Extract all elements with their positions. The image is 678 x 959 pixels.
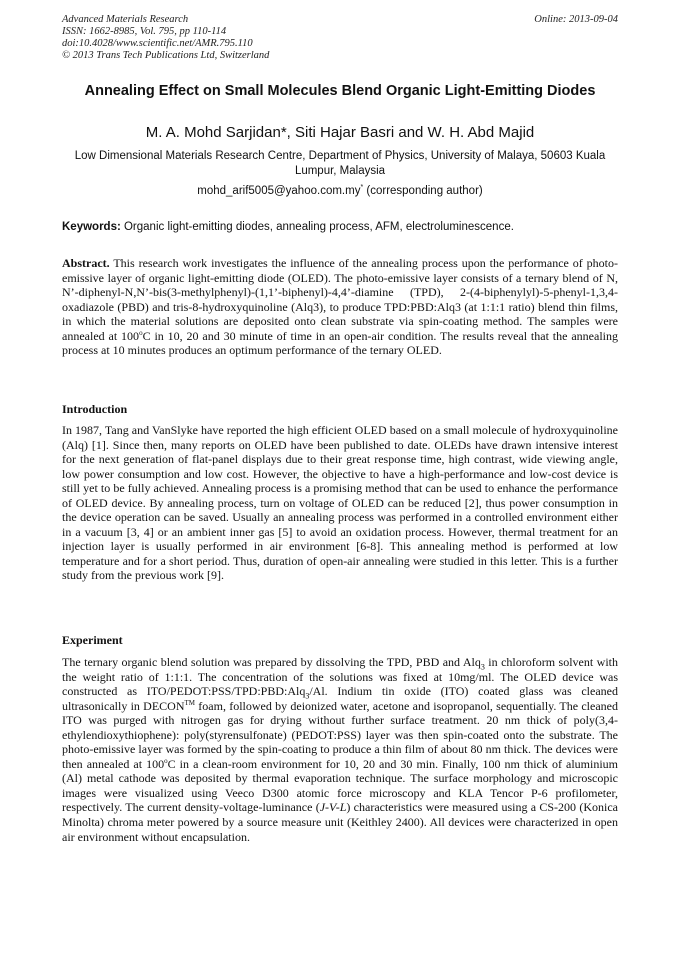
introduction-text: In 1987, Tang and VanSlyke have reported the high efficient OLED based on a small molecule of hydroxyquinoline (Alq) [1]. Since then, many reports on OLED have been published to date. OLEDs have drawn intensive interest for the next generation of flat-panel displays due to their great response time, high contrast, wide viewing angle, low power consumption and low cost. However, the objective to have a high-performance and low-cost device is still yet to be fully achieved. Annealing process is a promising method that can be used to enhance the performance of OLED device. By annealing process, turn on voltage of OLED can be reduced [2], thus power consumption in the device operation can be saved. Usually an annealing process was performed in a controlled environment either in a vacuum [3, 4] or an ambient inner gas [5] to avoid an oxidation process. However, thermal treatment for an injection layer is usually performed in air environment [6-8]. This annealing method is performed at low temperature and for a short period. Thus, duration of open-air annealing were studied in this letter. This is a further study from the previous work [9]. <box>62 423 618 583</box>
subscript-3: 3 <box>305 691 310 701</box>
experiment-p3: /Al. Indium tin oxide (ITO) coated glass was cleaned ultrasonically in DECON <box>62 684 618 713</box>
degree-mark: o <box>164 756 168 765</box>
email-note: (corresponding author) <box>363 185 483 197</box>
experiment-p2: in chloroform solvent with the weight ratio of 1:1:1. The concentration of the solutions was fixed at 10mg/ml. The OLED device was constructed as ITO/PEDOT:PSS/TPD:PBD:Alq <box>62 655 618 699</box>
affiliation: Low Dimensional Materials Research Centre, Department of Physics, University of Malaya, 50603 Kuala Lumpur, Malaysia <box>74 150 606 177</box>
email-mark: * <box>360 184 364 192</box>
introduction-heading: Introduction <box>62 402 128 416</box>
experiment-p1: The ternary organic blend solution was prepared by dissolving the TPD, PBD and Alq <box>62 655 481 669</box>
experiment-heading: Experiment <box>62 633 123 647</box>
journal-name: Advanced Materials Research <box>62 14 189 25</box>
experiment-text <box>62 655 618 844</box>
keywords-text: Organic light-emitting diodes, annealing process, AFM, electroluminescence. <box>120 221 514 233</box>
abstract-label: Abstract. <box>62 256 110 270</box>
subscript-3: 3 <box>480 662 485 672</box>
experiment-p5: C in a clean-room environment for 10, 20 and 30 min. Finally, 100 nm thick of aluminium (Al) metal cathode was deposited by thermal evaporation technique. The surface morphology and microscopic images were visualized using Veeco D300 atomic force microscopy and KLA Tencor P-6 profilometer, respectively. The current density-voltage-luminance ( <box>62 756 618 815</box>
journal-issn: ISSN: 1662-8985, Vol. 795, pp 110-114 <box>62 26 227 37</box>
trademark-mark: TM <box>184 698 196 707</box>
journal-doi: doi:10.4028/www.scientific.net/AMR.795.110 <box>62 38 253 49</box>
corresponding-email <box>62 184 618 199</box>
experiment-p6: ) characteristics were measured using a CS-200 (Konica Minolta) chroma meter powered by a source measure unit (Keithley 2400). All devices were characterized in open air environment without encapsulation. <box>62 800 618 844</box>
paper-title: Annealing Effect on Small Molecules Blend Organic Light-Emitting Diodes <box>84 83 596 99</box>
abstract <box>62 256 618 358</box>
abstract-text-b: C in 10, 20 and 30 minute of time in an open-air condition. The results reveal that the annealing process at 10 minutes produces an optimum performance of the ternary OLED. <box>62 328 618 358</box>
degree-mark: o <box>139 328 143 337</box>
experiment-p4: foam, followed by deionized water, acetone and isopropanol, sequentially. The cleaned ITO was purged with nitrogen gas for drying without further surface treatment. 20 nm thick of poly(3,4-ethylendioxythiophene): poly(styrensulfonate) (PEDOT:PSS) layer was then spin-coated onto the substrate. The photo-emissive layer was formed by the spin-coating to produce a thin film of about 80 nm thick. The devices were then annealed at 100 <box>62 698 618 771</box>
jvl-italic: J-V-L <box>319 800 347 815</box>
keywords-label: Keywords: <box>62 221 121 233</box>
authors: M. A. Mohd Sarjidan*, Siti Hajar Basri and W. H. Abd Majid <box>145 124 535 141</box>
online-date: Online: 2013-09-04 <box>534 14 618 25</box>
journal-copyright: © 2013 Trans Tech Publications Ltd, Switzerland <box>62 50 270 61</box>
keywords <box>62 220 618 235</box>
journal-header <box>62 14 618 62</box>
abstract-text-a: This research work investigates the influence of the annealing process upon the performance of photo-emissive layer of organic light-emitting diode (OLED). The photo-emissive layer consists of a ternary blend of N, N’-diphenyl-N,N’-bis(3-methylphenyl)-(1,1’-biphenyl)-4,4’-diamine (TPD), 2-(4-biphenylyl)-5-phenyl-1,3,4-oxadiazole (PBD) and tris-8-hydroxyquinoline (Alq3), to produce TPD:PBD:Alq3 (at 1:1:1 ratio) blend thin films, in which the material solutions are deposited onto clean substrate via spin-coating method. The samples were annealed at 100 <box>62 256 618 343</box>
email-address[interactable]: mohd_arif5005@yahoo.com.my <box>197 185 361 197</box>
